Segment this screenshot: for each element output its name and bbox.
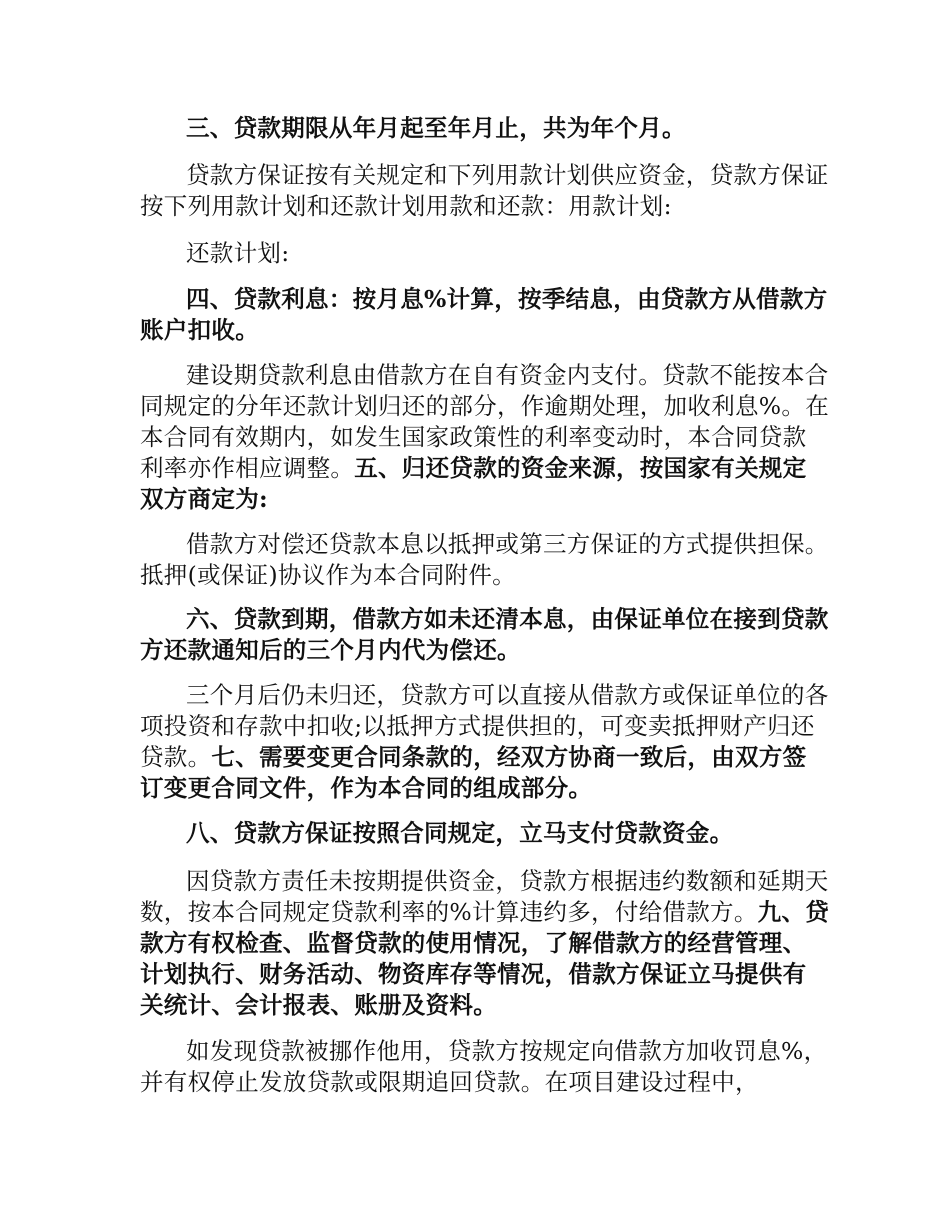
guarantee-paragraph xyxy=(140,529,830,591)
clause-5-heading: 五、归还贷款的资金来源，按国家有关规定双方商定为: xyxy=(140,454,807,513)
interest-paragraph xyxy=(140,360,830,515)
funding-plan-text: 贷款方保证按有关规定和下列用款计划供应资金，贷款方保证按下列用款计划和还款计划用款和还款：用款计划: xyxy=(140,161,829,220)
repayment-plan-paragraph xyxy=(140,238,830,269)
penalty-text: 因贷款方责任未按期提供资金，贷款方根据违约数额和延期天数，按本合同规定贷款利率的%计算违约多，付给借款方。 xyxy=(140,867,829,926)
clause-7-heading: 七、需要变更合同条款的，经双方协商一致后，由双方签订变更合同文件，作为本合同的组成部分。 xyxy=(140,743,807,802)
clause-6-heading: 六、贷款到期，借款方如未还清本息，由保证单位在接到贷款方还款通知后的三个月内代为偿还。 xyxy=(140,605,829,664)
guarantee-text: 借款方对偿还贷款本息以抵押或第三方保证的方式提供担保。抵押(或保证)协议作为本合同附件。 xyxy=(140,530,829,589)
misuse-text: 如发现贷款被挪作他用，贷款方按规定向借款方加收罚息%，并有权停止发放贷款或限期追回贷款。在项目建设过程中， xyxy=(140,1037,828,1096)
clause-4-paragraph xyxy=(140,284,830,346)
overdue-text: 三个月后仍未归还，贷款方可以直接从借款方或保证单位的各项投资和存款中扣收;以抵押方式提供担的，可变卖抵押财产归还贷款。 xyxy=(140,681,829,771)
interest-text: 建设期贷款利息由借款方在自有资金内支付。贷款不能按本合同规定的分年还款计划归还的部分，作逾期处理，加收利息%。在本合同有效期内，如发生国家政策性的利率变动时，本合同贷款利率亦作相应调整。 xyxy=(140,361,830,482)
misuse-paragraph xyxy=(140,1036,830,1098)
clause-4-heading: 四、贷款利息：按月息%计算，按季结息，由贷款方从借款方账户扣收。 xyxy=(140,285,828,344)
funding-plan-paragraph xyxy=(140,160,830,222)
repayment-plan-text: 还款计划: xyxy=(186,239,290,267)
clause-8-paragraph xyxy=(140,818,830,849)
penalty-paragraph xyxy=(140,866,830,1021)
clause-8-heading: 八、贷款方保证按照合同规定，立马支付贷款资金。 xyxy=(186,819,734,847)
overdue-paragraph xyxy=(140,680,830,804)
clause-3-paragraph xyxy=(140,113,830,144)
clause-6-paragraph xyxy=(140,604,830,666)
clause-3-heading: 三、贷款期限从年月起至年月止，共为年个月。 xyxy=(186,114,686,142)
clause-9-heading: 九、贷款方有权检查、监督贷款的使用情况，了解借款方的经营管理、计划执行、财务活动、物资库存等情况，借款方保证立马提供有关统计、会计报表、账册及资料。 xyxy=(140,898,830,1019)
